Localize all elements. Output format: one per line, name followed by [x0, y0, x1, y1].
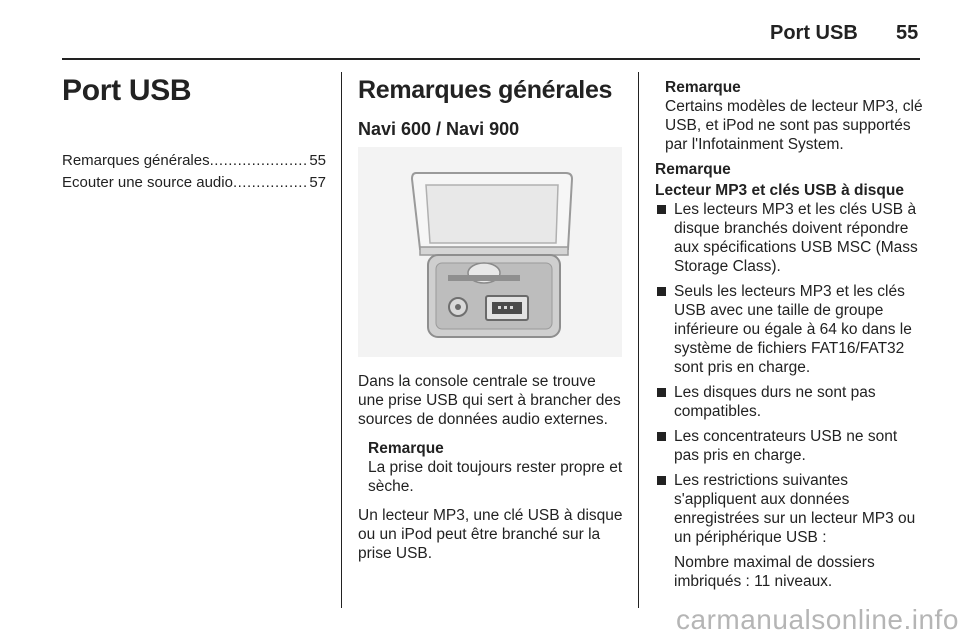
header-rule: [62, 58, 920, 60]
list-heading: Lecteur MP3 et clés USB à disque: [655, 182, 904, 199]
square-bullet-icon: [657, 287, 666, 296]
note-block: [655, 78, 923, 154]
list-item: [655, 282, 923, 377]
chapter-title: Port USB: [62, 74, 192, 107]
list-item: [655, 427, 923, 465]
bullet-list: [655, 200, 923, 591]
watermark[interactable]: carmanualsonline.info: [676, 604, 959, 635]
square-bullet-icon: [657, 205, 666, 214]
list-item-text: Seuls les lecteurs MP3 et les clés USB avec une taille de groupe inférieure ou égale à 64 ko dans le système de fichiers FAT16/FAT32 sont pris en charge.: [674, 283, 912, 376]
note-title: Remarque: [655, 161, 731, 178]
toc-page: 57: [309, 174, 326, 191]
column-divider-left: [341, 72, 342, 608]
running-header-title: Port USB: [770, 22, 858, 44]
list-item: [655, 200, 923, 276]
table-of-contents: [62, 150, 326, 194]
section-title: Remarques générales: [358, 76, 613, 104]
note-title: Remarque: [368, 440, 444, 457]
note-text: Certains modèles de lecteur MP3, clé USB, et iPod ne sont pas supportés par l'Infotainment System.: [665, 98, 923, 153]
list-item-text: Les concentrateurs USB ne sont pas pris en charge.: [674, 428, 898, 464]
toc-label: Ecouter une source audio: [62, 174, 233, 191]
list-item-text: Les restrictions suivantes s'appliquent aux données enregistrées sur un lecteur MP3 ou un périphérique USB :: [674, 472, 916, 546]
note-block: [358, 439, 624, 496]
page-number: 55: [896, 22, 919, 44]
square-bullet-icon: [657, 432, 666, 441]
list-item-text: Les lecteurs MP3 et les clés USB à disque branchés doivent répondre aux spécifications USB MSC (Mass Storage Class).: [674, 201, 918, 275]
note-title: Remarque: [665, 79, 741, 96]
note-text: La prise doit toujours rester propre et sèche.: [368, 459, 623, 495]
toc-leader: [233, 172, 309, 194]
paragraph-usb-port-location: Dans la console centrale se trouve une prise USB qui sert à brancher des sources de données audio externes.: [358, 373, 621, 428]
toc-label: Remarques générales: [62, 152, 210, 169]
subsection-title: Navi 600 / Navi 900: [358, 119, 520, 139]
toc-page: 55: [309, 152, 326, 169]
list-item: [655, 471, 923, 591]
toc-entry[interactable]: [62, 150, 326, 172]
list-item-text: Les disques durs ne sont pas compatibles.: [674, 384, 876, 420]
list-item: [655, 383, 923, 421]
toc-entry[interactable]: [62, 172, 326, 194]
paragraph-connectable-devices: Un lecteur MP3, une clé USB à disque ou un iPod peut être branché sur la prise USB.: [358, 507, 623, 562]
usb-port-illustration-icon: [358, 147, 622, 357]
square-bullet-icon: [657, 388, 666, 397]
usb-port-illustration: [358, 147, 622, 357]
toc-leader: [210, 150, 310, 172]
list-item-subtext: Nombre maximal de dossiers imbriqués : 11 niveaux.: [674, 554, 875, 590]
square-bullet-icon: [657, 476, 666, 485]
column-divider-right: [638, 72, 639, 608]
